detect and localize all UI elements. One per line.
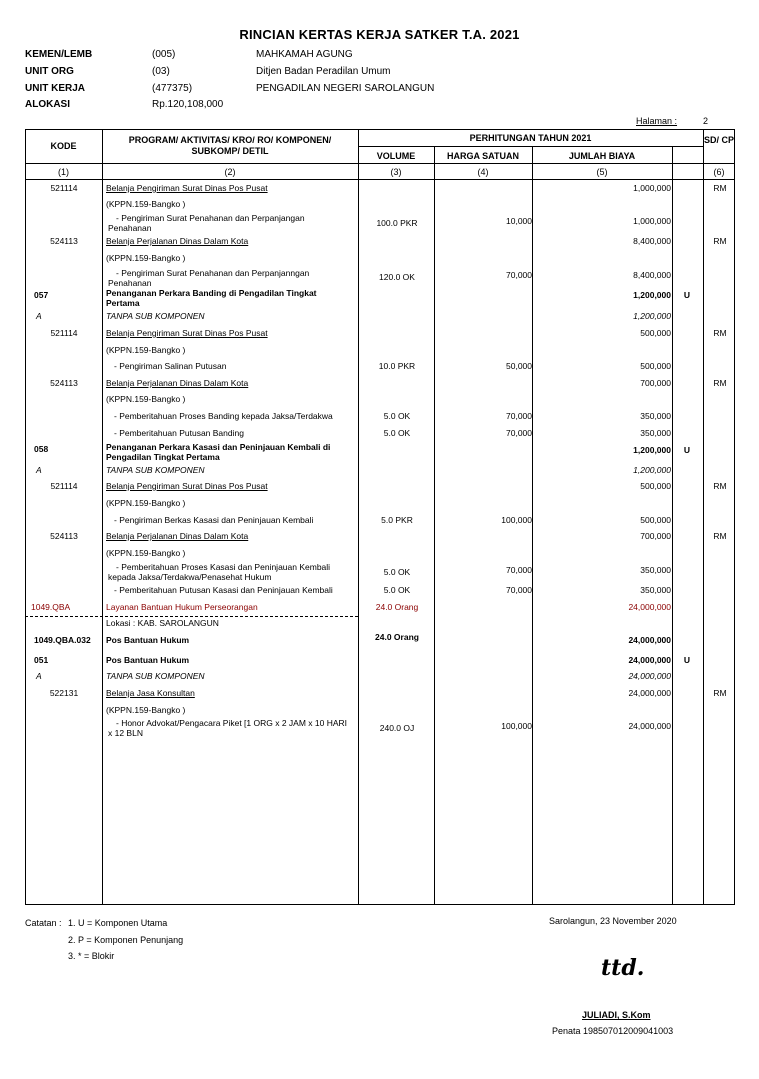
signatory-name: JULIADI, S.Kom bbox=[582, 1010, 651, 1020]
row-divider bbox=[25, 179, 735, 180]
row-kode: 051 bbox=[34, 655, 49, 665]
row-program: - Pengiriman Salinan Putusan bbox=[114, 361, 227, 371]
note-item: 3. * = Blokir bbox=[68, 951, 115, 961]
header-value-unit-org: Ditjen Badan Peradilan Umum bbox=[256, 66, 391, 77]
row-volume: 5.0 OK bbox=[383, 411, 411, 421]
row-jumlah: 350,000 bbox=[640, 565, 671, 575]
row-harga: 70,000 bbox=[506, 585, 532, 595]
row-kode: 1049.QBA.032 bbox=[34, 635, 91, 645]
document-title: RINCIAN KERTAS KERJA SATKER T.A. 2021 bbox=[239, 27, 520, 42]
row-jumlah: 500,000 bbox=[640, 328, 671, 338]
header-label-unit-kerja: UNIT KERJA bbox=[25, 83, 86, 94]
row-program: - Pengiriman Berkas Kasasi dan Peninjauan Kembali bbox=[114, 515, 314, 525]
colnum-4: (4) bbox=[477, 167, 489, 177]
row-program: TANPA SUB KOMPONEN bbox=[106, 465, 205, 475]
row-jumlah: 1,000,000 bbox=[633, 216, 671, 226]
col-divider bbox=[434, 146, 435, 905]
row-volume: 100.0 PKR bbox=[376, 218, 418, 228]
row-program: (KPPN.159-Bangko ) bbox=[106, 498, 186, 508]
row-flag: U bbox=[683, 445, 691, 455]
row-jumlah: 700,000 bbox=[640, 531, 671, 541]
row-volume: 5.0 OK bbox=[383, 567, 411, 577]
row-program: Pos Bantuan Hukum bbox=[106, 635, 190, 645]
row-program: - Pemberitahuan Proses Banding kepada Jaksa/Terdakwa bbox=[114, 411, 333, 421]
row-jumlah: 1,200,000 bbox=[633, 465, 671, 475]
row-kode: 524113 bbox=[50, 236, 78, 246]
header-label-unit-org: UNIT ORG bbox=[25, 66, 74, 77]
row-harga: 70,000 bbox=[506, 565, 532, 575]
row-sdcp: RM bbox=[713, 531, 727, 541]
row-jumlah: 500,000 bbox=[640, 361, 671, 371]
row-divider bbox=[25, 163, 735, 164]
header-code-kemen: (005) bbox=[152, 49, 176, 60]
th-sdcp: SD/ CP bbox=[703, 135, 734, 145]
row-jumlah: 24,000,000 bbox=[628, 688, 671, 698]
row-program: Belanja Pengiriman Surat Dinas Pos Pusat bbox=[106, 481, 268, 491]
row-jumlah: 1,200,000 bbox=[633, 311, 671, 321]
row-jumlah: 350,000 bbox=[640, 428, 671, 438]
row-jumlah: 24,000,000 bbox=[628, 635, 671, 645]
row-jumlah: 500,000 bbox=[640, 515, 671, 525]
row-kode: 057 bbox=[34, 290, 49, 300]
row-program: - Pemberitahuan Putusan Kasasi dan Peninjauan Kembali bbox=[114, 585, 333, 595]
row-program: Penanganan Perkara Kasasi dan Peninjauan Kembali di Pengadilan Tingkat Pertama bbox=[106, 442, 331, 462]
row-jumlah: 24,000,000 bbox=[628, 721, 671, 731]
row-kode: 058 bbox=[34, 444, 49, 454]
row-volume: 24.0 Orang bbox=[375, 632, 419, 642]
row-kode: 522131 bbox=[49, 688, 79, 698]
row-jumlah: 700,000 bbox=[640, 378, 671, 388]
row-program: Belanja Pengiriman Surat Dinas Pos Pusat bbox=[106, 183, 268, 193]
th-harga: HARGA SATUAN bbox=[447, 151, 519, 161]
row-jumlah: 500,000 bbox=[640, 481, 671, 491]
page-number: 2 bbox=[703, 116, 709, 126]
row-kode: 1049.QBA bbox=[31, 602, 71, 612]
header-value-alokasi: Rp.120,108,000 bbox=[152, 99, 224, 110]
row-kode: 524113 bbox=[50, 378, 78, 388]
page-label: Halaman : bbox=[636, 116, 678, 126]
row-volume: 240.0 OJ bbox=[379, 723, 415, 733]
row-jumlah: 350,000 bbox=[640, 411, 671, 421]
colnum-5: (5) bbox=[596, 167, 608, 177]
place-date: Sarolangun, 23 November 2020 bbox=[549, 916, 677, 926]
row-program: Belanja Perjalanan Dinas Dalam Kota bbox=[106, 378, 249, 388]
signature-mark: ttd. bbox=[601, 955, 645, 981]
notes-label: Catatan : bbox=[25, 918, 62, 928]
col-divider bbox=[532, 146, 533, 905]
row-program: (KPPN.159-Bangko ) bbox=[106, 199, 186, 209]
signatory-rank-nip: Penata 198507012009041003 bbox=[552, 1026, 674, 1036]
row-flag: U bbox=[683, 655, 691, 665]
dashed-separator bbox=[25, 616, 358, 617]
row-jumlah: 8,400,000 bbox=[633, 270, 671, 280]
row-kode: 524113 bbox=[50, 531, 78, 541]
col-divider bbox=[672, 146, 673, 905]
row-flag: U bbox=[683, 290, 691, 300]
row-program: Belanja Jasa Konsultan bbox=[106, 688, 195, 698]
row-program: Penanganan Perkara Banding di Pengadilan Tingkat Pertama bbox=[106, 288, 317, 308]
row-kode: 521114 bbox=[50, 183, 78, 193]
row-program: - Pengiriman Surat Penahanan dan Perpanjanngan Penahanan bbox=[108, 268, 310, 288]
row-kode: 521114 bbox=[50, 481, 78, 491]
header-value-unit-kerja: PENGADILAN NEGERI SAROLANGUN bbox=[256, 83, 435, 94]
row-program: - Pengiriman Surat Penahanan dan Perpanjangan Penahanan bbox=[108, 213, 305, 233]
row-harga: 100,000 bbox=[501, 721, 532, 731]
th-kode: KODE bbox=[50, 141, 77, 151]
row-program: TANPA SUB KOMPONEN bbox=[106, 671, 205, 681]
colnum-3: (3) bbox=[390, 167, 402, 177]
row-harga: 70,000 bbox=[506, 270, 532, 280]
row-volume: 5.0 OK bbox=[383, 585, 411, 595]
row-program: (KPPN.159-Bangko ) bbox=[106, 394, 186, 404]
row-program: Belanja Perjalanan Dinas Dalam Kota bbox=[106, 236, 249, 246]
row-sdcp: RM bbox=[713, 183, 727, 193]
row-jumlah: 1,200,000 bbox=[633, 290, 671, 300]
row-sdcp: RM bbox=[713, 328, 727, 338]
header-code-unit-kerja: (477375) bbox=[152, 83, 193, 94]
colnum-6: (6) bbox=[713, 167, 725, 177]
th-volume: VOLUME bbox=[376, 151, 416, 161]
row-harga: 70,000 bbox=[506, 411, 532, 421]
row-jumlah: 24,000,000 bbox=[628, 655, 671, 665]
row-jumlah: 24,000,000 bbox=[628, 602, 671, 612]
row-harga: 10,000 bbox=[506, 216, 532, 226]
row-volume: 5.0 PKR bbox=[381, 515, 413, 525]
row-volume: 120.0 OK bbox=[379, 272, 415, 282]
header-value-kemen: MAHKAMAH AGUNG bbox=[256, 49, 353, 60]
row-program: - Pemberitahuan Putusan Banding bbox=[114, 428, 244, 438]
row-jumlah: 1,200,000 bbox=[633, 445, 671, 455]
row-program: Pos Bantuan Hukum bbox=[106, 655, 190, 665]
row-harga: 100,000 bbox=[501, 515, 532, 525]
row-program: - Honor Advokat/Pengacara Piket [1 ORG x 2 JAM x 10 HARI x 12 BLN bbox=[108, 718, 348, 738]
row-jumlah: 350,000 bbox=[640, 585, 671, 595]
row-jumlah: 24,000,000 bbox=[628, 671, 671, 681]
col-divider bbox=[703, 129, 704, 905]
row-volume: 5.0 OK bbox=[383, 428, 411, 438]
row-kode: A bbox=[36, 671, 42, 681]
row-program: TANPA SUB KOMPONEN bbox=[106, 311, 205, 321]
row-kode: A bbox=[36, 311, 42, 321]
row-kode: A bbox=[36, 465, 42, 475]
th-program: PROGRAM/ AKTIVITAS/ KRO/ RO/ KOMPONEN/ SUBKOMP/ DETIL bbox=[128, 135, 332, 156]
header-label-kemen: KEMEN/LEMB bbox=[25, 49, 93, 60]
header-code-unit-org: (03) bbox=[152, 66, 170, 77]
row-divider bbox=[358, 146, 703, 147]
col-divider bbox=[102, 129, 103, 905]
row-harga: 70,000 bbox=[506, 428, 532, 438]
row-sdcp: RM bbox=[713, 236, 727, 246]
colnum-1: (1) bbox=[58, 167, 69, 177]
row-program: (KPPN.159-Bangko ) bbox=[106, 705, 186, 715]
header-label-alokasi: ALOKASI bbox=[25, 99, 70, 110]
row-program: Lokasi : KAB. SAROLANGUN bbox=[106, 618, 219, 628]
row-volume: 24.0 Orang bbox=[375, 602, 419, 612]
row-program: (KPPN.159-Bangko ) bbox=[106, 253, 186, 263]
note-item: 1. U = Komponen Utama bbox=[68, 918, 168, 928]
colnum-2: (2) bbox=[224, 167, 236, 177]
row-program: Belanja Pengiriman Surat Dinas Pos Pusat bbox=[106, 328, 268, 338]
row-program: Layanan Bantuan Hukum Perseorangan bbox=[106, 602, 258, 612]
row-sdcp: RM bbox=[713, 481, 727, 491]
th-perhitungan: PERHITUNGAN TAHUN 2021 bbox=[469, 133, 592, 143]
row-kode: 521114 bbox=[50, 328, 78, 338]
th-jumlah: JUMLAH BIAYA bbox=[568, 151, 636, 161]
row-sdcp: RM bbox=[713, 378, 727, 388]
row-jumlah: 1,000,000 bbox=[633, 183, 671, 193]
row-jumlah: 8,400,000 bbox=[633, 236, 671, 246]
row-program: Belanja Perjalanan Dinas Dalam Kota bbox=[106, 531, 249, 541]
row-program: (KPPN.159-Bangko ) bbox=[106, 548, 186, 558]
row-volume: 10.0 PKR bbox=[378, 361, 416, 371]
row-harga: 50,000 bbox=[506, 361, 532, 371]
row-sdcp: RM bbox=[713, 688, 727, 698]
note-item: 2. P = Komponen Penunjang bbox=[68, 935, 184, 945]
row-program: (KPPN.159-Bangko ) bbox=[106, 345, 186, 355]
row-program: - Pemberitahuan Proses Kasasi dan Peninjauan Kembali kepada Jaksa/Terdakwa/Penasehat Hukum bbox=[108, 562, 331, 582]
